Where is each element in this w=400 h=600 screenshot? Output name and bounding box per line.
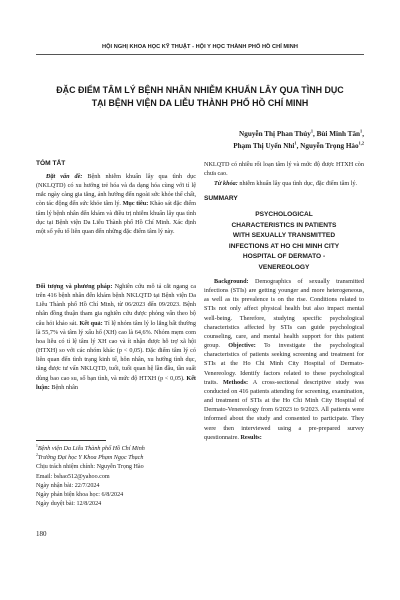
vn-conclusion-text: Bệnh nhân [49, 383, 78, 391]
english-title-line: WITH SEXUALLY TRANSMITTED [232, 232, 336, 240]
author-2-affiliation: 1 [360, 128, 363, 134]
author-4-affiliation: 1,2 [358, 140, 364, 146]
corresponding-author: Chịu trách nhiệm chính: Nguyễn Trọng Hào [36, 464, 144, 471]
title-line-1: ĐẶC ĐIỂM TÂM LÝ BỆNH NHÂN NHIỄM KHUẨN LÂY QUA TÌNH DỤC [56, 85, 344, 95]
page-number: 180 [36, 530, 47, 538]
english-title-line: CHARACTERISTICS IN PATIENTS [231, 221, 337, 229]
vn-methods-label: Đối tượng và phương pháp: [36, 283, 113, 290]
header-rule [36, 54, 364, 55]
affiliation-2-mark: 2 [36, 453, 38, 458]
vn-abstract-paragraph-1 [36, 172, 196, 236]
author-3: Phạm Thị Uyển Nhi [233, 142, 295, 150]
footnote-rule [36, 440, 106, 441]
vn-conclusion-label: Kết luận: [36, 374, 196, 391]
vn-methods-text: Nghiên cứu mô tả cắt ngang ca trên 416 bệnh nhân đến khám bệnh NKLQTD tại Bệnh viện Da Liễu Thành phố Hồ Chí Minh, từ 06/2023 đến 09/2023. Bệnh nhân đồng thuận tham gia nghiên cứu được phỏng vấn theo bộ câu hỏi khảo sát. [36, 283, 196, 327]
abstract-heading-vn: TÓM TẮT [36, 160, 66, 167]
author-1-affiliation: 1 [310, 128, 314, 134]
en-objective-label: Objective: [228, 342, 256, 350]
vn-keywords [204, 179, 364, 188]
vn-keywords-text: nhiễm khuẩn lây qua tình dục, đặc điểm tâm lý. [237, 180, 358, 187]
affiliation-2 [36, 454, 196, 463]
author-list [190, 128, 364, 152]
affiliation-1-mark: 1 [36, 443, 38, 448]
en-objective-text: To investigate the psychological characteristics of patients seeking screening and treatment for STIs at the Ho Chi Minh City Hospital of Dermato-Venereology. Identify factors related to these psychological traits. [204, 342, 365, 386]
author-3-affiliation: 1 [294, 140, 297, 146]
author-1: Nguyễn Thị Phan Thúy [239, 130, 311, 138]
left-column [36, 160, 197, 391]
en-results-label: Results: [240, 433, 262, 441]
title-line-2: TẠI BỆNH VIỆN DA LIỄU THÀNH PHỐ HỒ CHÍ MINH [91, 98, 309, 108]
vn-keywords-label: Từ khóa: [214, 180, 238, 187]
footnotes [36, 445, 196, 509]
en-methods-text: A cross-sectional descriptive study was conducted on 416 patients attending for screening, examination, and treatment of STIs at the Ho Chi Minh City Hospital of Dermato-Venereology from 6/2023 to 9/2023. All patients were informed about the study and consented to participate. They were then interviewed using a pre-prepared survey questionnaire. [204, 378, 365, 441]
author-separator: , [362, 130, 364, 138]
vn-conclusion-continued: NKLQTD có nhiều rối loạn tâm lý và mức độ được HTXH còn chưa cao. [204, 161, 364, 178]
english-title-line: PSYCHOLOGICAL [255, 211, 313, 218]
affiliation-1 [36, 445, 196, 454]
running-head: HỘI NGHỊ KHOA HỌC KỸ THUẬT - HỘI Y HỌC THÀNH PHỐ HỒ CHÍ MINH [102, 44, 298, 50]
article-title [40, 84, 360, 110]
english-title [204, 210, 364, 274]
date-accepted: Ngày duyệt bài: 12/8/2024 [36, 501, 102, 508]
summary-heading: SUMMARY [204, 195, 238, 202]
english-title-line: HOSPITAL OF DERMATO - [242, 253, 326, 261]
corresponding-email: Email: bshao512@yahoo.com [36, 473, 110, 480]
author-4: Nguyễn Trọng Hào [300, 142, 359, 150]
affiliation-1-name: Bệnh viện Da Liễu Thành phố Hồ Chí Minh [37, 446, 145, 452]
vn-background-text: Bệnh nhiễm khuẩn lây qua tình dục (NKLQTD) có xu hướng trẻ hóa và đa dạng hóa cùng với tỉ lệ mắc ngày càng gia tăng, ảnh hưởng đến ngoài sức khỏe thể chất, còn tác động đến sức khỏe tâm lý. [36, 173, 197, 208]
author-line-1 [190, 128, 364, 140]
vn-abstract-paragraph-2 [36, 282, 196, 392]
author-separator: , [313, 130, 317, 138]
date-received: Ngày nhận bài: 22/7/2024 [36, 482, 100, 489]
author-line-2 [190, 140, 364, 152]
vn-objective-text: Khảo sát đặc điểm tâm lý bệnh nhân đến khám và điều trị nhiễm khuẩn lây qua tình dục tại Bệnh viện Da Liễu Thành phố Hồ Chí Minh. Xác định một số yếu tố liên quan đến những đặc điểm tâm lý này. [36, 200, 196, 235]
english-title-line: VENEREOLOGY [258, 263, 310, 271]
author-separator: , [296, 142, 301, 150]
vn-results-text: Tỉ lệ nhóm tâm lý lo lắng bất thường là 55,7% và tâm lý xấu hổ (XH) cao là 64,6%. Nhóm mẹm com hoa liễu có tỉ lệ tâm lý XH cao và ít nhận được hỗ trợ xã hội (HTXH) so với các nhóm khác (p < 0,05). Đặc điểm tâm lý có liên quan đến tình trạng kinh tế, hôn nhân, xu hướng tình dục, tăng được tư vấn NKLQTD, tuổi, tuổi quan hệ lần đầu, tần suất dùng bao cao su, số bạn tình, và mức độ HTXH (p < 0,05). [36, 319, 196, 382]
vn-results-label: Kết quả: [79, 319, 103, 327]
vn-background-label: Đặt vấn đề: [46, 173, 83, 180]
date-reviewed: Ngày phản biện khoa học: 6/8/2024 [36, 492, 124, 499]
vn-objective-label: Mục tiêu: [122, 200, 149, 208]
author-2: Bùi Minh Tân [316, 130, 361, 138]
en-background-text: Demographics of sexually transmitted infections (STIs) are getting younger and more heterogeneous, as well as its prevalence is on the rise. Conditions related to STIs not only affect physical health but also impact mental well-being. Therefore, studying specific psychological characteristics affected by STIs can guide psychological counseling, care, and mental health support for this patient group. [204, 278, 364, 350]
english-title-line: INFECTIONS AT HO CHI MINH CITY [228, 242, 340, 250]
en-background-label: Background: [214, 278, 249, 285]
en-abstract-body [204, 277, 364, 442]
affiliation-2-name: Trường Đại học Y Khoa Phạm Ngọc Thạch [37, 455, 144, 462]
en-methods-label: Methods: [222, 378, 249, 386]
